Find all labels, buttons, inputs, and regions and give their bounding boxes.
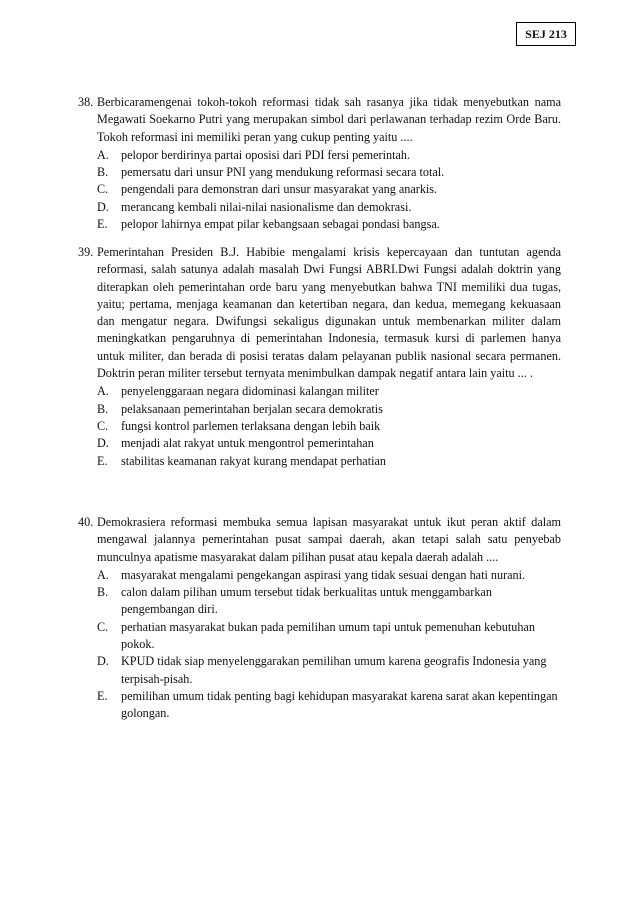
option-e: E. stabilitas keamanan rakyat kurang mendapat perhatian xyxy=(97,453,386,468)
question-number: 40. xyxy=(78,515,94,529)
document-code: SEJ 213 xyxy=(516,22,576,46)
option-d: D. KPUD tidak siap menyelenggarakan pemilihan umum karena geografis Indonesia yang terpisah-pisah. xyxy=(97,654,547,686)
option-c: C. perhatian masyarakat bukan pada pemilihan umum tapi untuk pemenuhan kebutuhan pokok. xyxy=(97,619,535,652)
question-text: Demokrasiera reformasi membuka semua lapisan masyarakat untuk ikut peran aktif dalam mengawal jalannya pemerintahan pusat sampai daerah, akan tetapi salah satu penyebab munculnya apatisme masyarakat dalam pilihan pusat atau kepala daerah adalah .... xyxy=(97,515,561,564)
question-number: 39. xyxy=(78,245,94,259)
option-a: A. pelopor berdirinya partai oposisi dari PDI fersi pemerintah. xyxy=(97,147,411,162)
option-a: A. penyelenggaraan negara didominasi kalangan militer xyxy=(97,384,379,399)
question-text: Pemerintahan Presiden B.J. Habibie mengalami krisis kepercayaan dan tuntutan agenda reformasi, salah satunya adalah masalah Dwi Fungsi ABRI.Dwi Fungsi adalah doktrin yang diterapkan oleh pemerintahan orde baru yang menyebutkan bahwa TNI memiliki dua tugas, yaitu; pertama, menjaga keamanan dan ketertiban negara, dan kedua, memegang kekuasaan dan mengatur negara. Dwifungsi sekaligus digunakan untuk membenarkan militer dalam meningkatkan pengaruhnya di pemerintahan Indonesia, termasuk kursi di parlemen hanya untuk militer, dan berada di posisi teratas dalam pelayanan publik nasional secara permanen. Doktrin peran militer tersebut ternyata menimbulkan dampak negatif antara lain yaitu ... . xyxy=(97,245,561,381)
option-c: C. pengendali para demonstran dari unsur masyarakat yang anarkis. xyxy=(97,182,438,197)
question-40 xyxy=(78,514,561,723)
question-38 xyxy=(78,94,561,233)
option-list xyxy=(97,383,561,469)
option-b: B. pelaksanaan pemerintahan berjalan secara demokratis xyxy=(97,401,383,416)
option-e: E. pemilihan umum tidak penting bagi kehidupan masyarakat karena sarat akan kepentingan golongan. xyxy=(97,688,558,721)
option-c: C. fungsi kontrol parlemen terlaksana dengan lebih baik xyxy=(97,418,381,433)
option-b: B. calon dalam pilihan umum tersebut tidak berkualitas untuk menggambarkan pengembangan diri. xyxy=(97,585,492,617)
option-list xyxy=(97,147,561,233)
question-39 xyxy=(78,244,561,470)
option-a: A. masyarakat mengalami pengekangan aspirasi yang tidak sesuai dengan hati nurani. xyxy=(97,567,526,582)
option-e: E. pelopor lahirnya empat pilar kebangsaan sebagai pondasi bangsa. xyxy=(97,217,440,232)
option-b: B. pemersatu dari unsur PNI yang mendukung reformasi secara total. xyxy=(97,165,445,180)
option-list xyxy=(97,567,561,723)
option-d: D. merancang kembali nilai-nilai nasionalisme dan demokrasi. xyxy=(97,199,412,214)
question-number: 38. xyxy=(78,95,94,109)
option-d: D. menjadi alat rakyat untuk mengontrol pemerintahan xyxy=(97,436,374,451)
question-text: Berbicaramengenai tokoh-tokoh reformasi tidak sah rasanya jika tidak menyebutkan nama Megawati Soekarno Putri yang merupakan simbol dari perlawanan terhadap rezim Orde Baru. Tokoh reformasi ini memiliki peran yang cukup penting yaitu .... xyxy=(97,95,561,144)
